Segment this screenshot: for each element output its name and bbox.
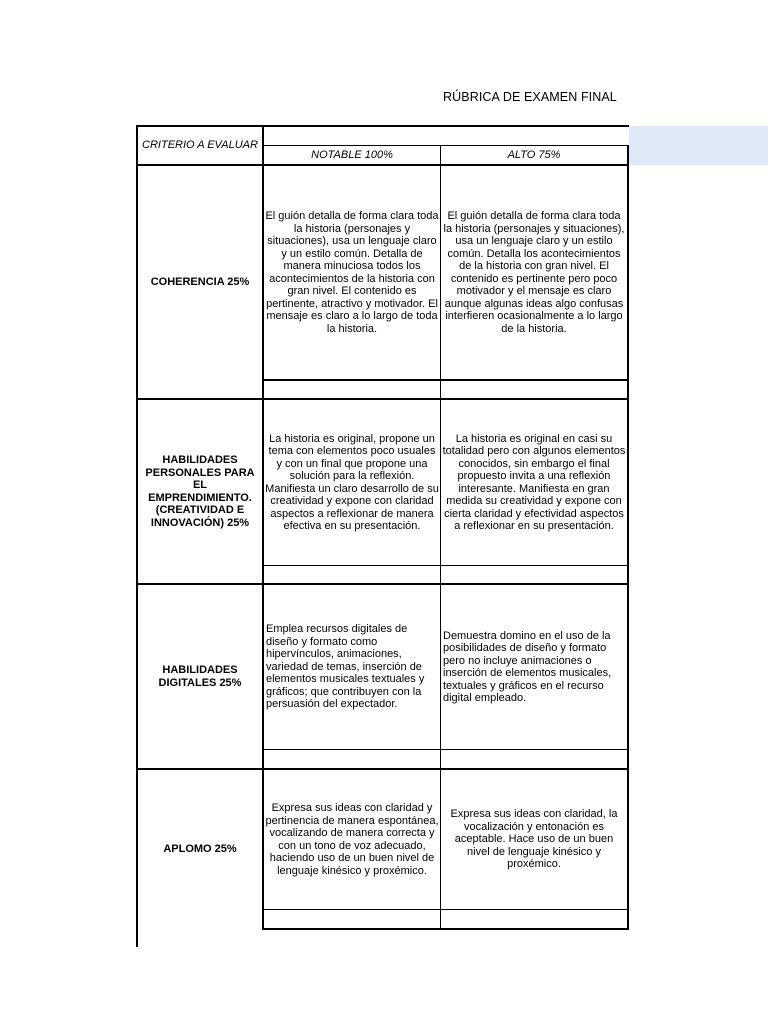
- row-4-bottom: [262, 928, 629, 930]
- page-title: RÚBRICA DE EXAMEN FINAL: [443, 90, 617, 104]
- criterion-cell: HABILIDADES DIGITALES 25%: [158, 664, 242, 689]
- criterion-cell: HABILIDADES PERSONALES PARA EL EMPRENDIMIENTO. (CREATIVIDAD E INNOVACIÓN) 25%: [145, 454, 255, 529]
- table-border-right: [627, 145, 629, 929]
- descriptor-cell-alto: La historia es original en casi su totalidad pero con algunos elementos conocidos, sin embargo el final propuesto invita a una reflexión interesante. Manifiesta en gran medida su creatividad y expone con cierta claridad y efectividad aspectos a reflexionar en su presentación.: [442, 432, 626, 532]
- criterion-cell: APLOMO 25%: [163, 842, 237, 855]
- criterion-header: CRITERIO A EVALUAR: [142, 139, 258, 152]
- descriptor-cell-alto: Demuestra domino en el uso de la posibilidades de diseño y formato pero no incluye animaciones o inserción de elementos musicales, textuales y gráficos en el recurso digital empleado.: [443, 629, 612, 704]
- row-4-subline-top: [262, 909, 629, 910]
- descriptor-cell-alto: Expresa sus ideas con claridad, la vocalización y entonación es aceptable. Hace uso de un buen nivel de lenguaje kinésico y proxémico.: [450, 808, 618, 871]
- descriptor-cell-notable: La historia es original, propone un tema con elementos poco usuales y con un final que propone una solución para la reflexión. Manifiesta un claro desarrollo de su creatividad y expone con claridad aspectos a reflexionar de manera efectiva en su presentación.: [265, 432, 439, 532]
- row-1-subline-top: [262, 379, 629, 381]
- header-band: [629, 126, 768, 165]
- row-3-subline-top: [262, 749, 629, 750]
- level-header-alto: ALTO 75%: [507, 148, 561, 161]
- descriptor-cell-notable: El guión detalla de forma clara toda la historia (personajes y situaciones), usa un lenguaje claro y un estilo común. Detalla de manera minuciosa todos los acontecimientos de la historia con gran nivel. El contenido es pertinente, atractivo y motivador. El mensaje es claro a lo largo de toda la historia.: [265, 210, 439, 335]
- descriptor-cell-notable: Expresa sus ideas con claridad y pertinencia de manera espontánea, vocalizando de manera correcta y con un tono de voz adecuado, haciendo uso de un buen nivel de lenguaje kinésico y proxémico.: [265, 802, 439, 877]
- level-header-notable: NOTABLE 100%: [311, 148, 393, 161]
- descriptor-cell-notable: Emplea recursos digitales de diseño y formato como hipervínculos, animaciones, variedad de temas, inserción de elementos musicales textuales y gráficos; que contribuyen con la persuasión del expectador.: [266, 623, 425, 711]
- row-2-subline-top: [262, 565, 629, 566]
- criterion-cell: COHERENCIA 25%: [150, 275, 250, 288]
- descriptor-cell-alto: El guión detalla de forma clara toda la historia (personajes y situaciones), usa un lenguaje claro y un estilo común. Detalla los acontecimientos de la historia con gran nivel. El contenido es pertinente pero poco motivador y el mensaje es claro aunque algunas ideas algo confusas interfieren ocasionalmente a lo largo de la historia.: [443, 210, 625, 335]
